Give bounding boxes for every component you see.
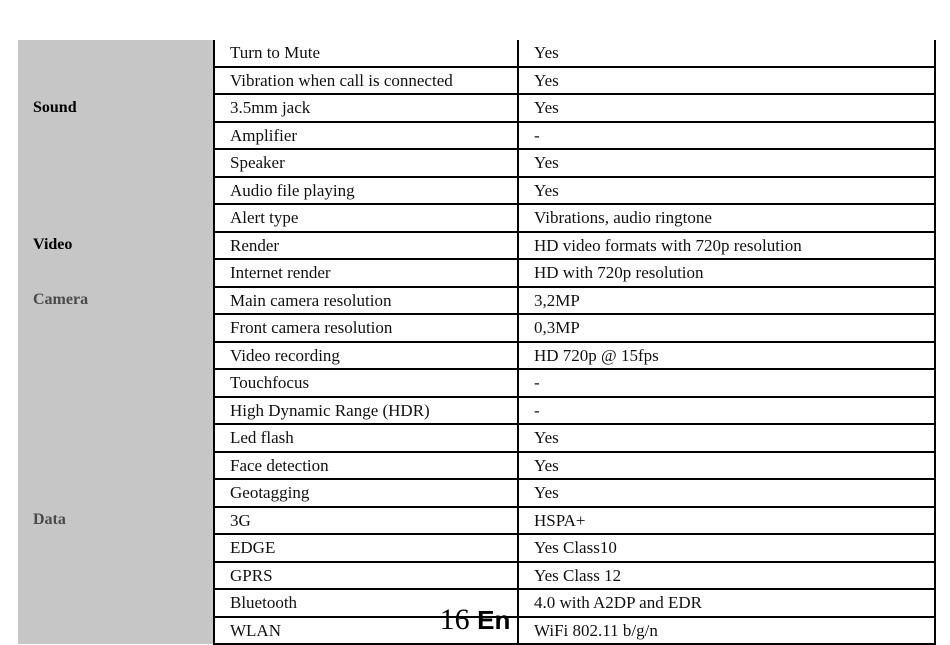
table-row <box>18 369 935 397</box>
value-cell: WiFi 802.11 b/g/n <box>518 617 935 645</box>
value-cell: 0,3MP <box>518 314 935 342</box>
language-code: En <box>477 605 511 635</box>
table-row <box>18 342 935 370</box>
feature-cell: Touchfocus <box>214 369 518 397</box>
feature-cell: Video recording <box>214 342 518 370</box>
value-cell: 3,2MP <box>518 287 935 315</box>
value-cell: HSPA+ <box>518 507 935 535</box>
category-cell <box>18 479 214 507</box>
value-cell: Yes Class 12 <box>518 562 935 590</box>
feature-cell: Speaker <box>214 149 518 177</box>
spec-table <box>18 40 936 645</box>
feature-cell: Render <box>214 232 518 260</box>
value-cell: Vibrations, audio ringtone <box>518 204 935 232</box>
category-cell-data: Data <box>18 507 214 535</box>
table-row <box>18 397 935 425</box>
value-cell: Yes <box>518 177 935 205</box>
category-cell-video: Video <box>18 232 214 260</box>
category-cell <box>18 122 214 150</box>
feature-cell: Main camera resolution <box>214 287 518 315</box>
table-row <box>18 479 935 507</box>
value-cell: - <box>518 397 935 425</box>
feature-cell: Audio file playing <box>214 177 518 205</box>
feature-cell: Amplifier <box>214 122 518 150</box>
category-cell <box>18 369 214 397</box>
page-number: 16 <box>439 603 470 636</box>
table-row <box>18 507 935 535</box>
feature-cell: GPRS <box>214 562 518 590</box>
category-cell <box>18 40 214 67</box>
value-cell: Yes <box>518 424 935 452</box>
value-cell: HD video formats with 720p resolution <box>518 232 935 260</box>
value-cell: - <box>518 122 935 150</box>
feature-cell: EDGE <box>214 534 518 562</box>
table-row <box>18 452 935 480</box>
feature-cell: Vibration when call is connected <box>214 67 518 95</box>
category-cell <box>18 424 214 452</box>
feature-cell: Alert type <box>214 204 518 232</box>
category-cell <box>18 259 214 287</box>
feature-cell: Turn to Mute <box>214 40 518 67</box>
category-cell <box>18 534 214 562</box>
category-cell-camera: Camera <box>18 287 214 315</box>
table-row <box>18 149 935 177</box>
category-cell <box>18 342 214 370</box>
feature-cell: Face detection <box>214 452 518 480</box>
table-row <box>18 534 935 562</box>
feature-cell: Bluetooth <box>214 589 518 617</box>
value-cell: Yes <box>518 149 935 177</box>
table-row <box>18 424 935 452</box>
table-row <box>18 94 935 122</box>
value-cell: Yes Class10 <box>518 534 935 562</box>
value-cell: Yes <box>518 67 935 95</box>
feature-cell: Front camera resolution <box>214 314 518 342</box>
value-cell: Yes <box>518 94 935 122</box>
category-cell-sound: Sound <box>18 94 214 122</box>
value-cell: Yes <box>518 479 935 507</box>
feature-cell: High Dynamic Range (HDR) <box>214 397 518 425</box>
table-row <box>18 562 935 590</box>
table-row <box>18 232 935 260</box>
feature-cell: 3.5mm jack <box>214 94 518 122</box>
table-row <box>18 314 935 342</box>
table-row <box>18 40 935 67</box>
table-row <box>18 204 935 232</box>
table-row <box>18 259 935 287</box>
value-cell: - <box>518 369 935 397</box>
category-cell <box>18 562 214 590</box>
table-row <box>18 287 935 315</box>
value-cell: Yes <box>518 40 935 67</box>
value-cell: Yes <box>518 452 935 480</box>
table-row <box>18 67 935 95</box>
feature-cell: WLAN <box>214 617 518 645</box>
category-cell <box>18 149 214 177</box>
category-cell <box>18 452 214 480</box>
table-row <box>18 122 935 150</box>
category-cell <box>18 204 214 232</box>
feature-cell: Internet render <box>214 259 518 287</box>
category-cell <box>18 177 214 205</box>
category-cell <box>18 397 214 425</box>
value-cell: HD 720p @ 15fps <box>518 342 935 370</box>
feature-cell: 3G <box>214 507 518 535</box>
page-footer <box>0 603 950 637</box>
category-cell <box>18 67 214 95</box>
table-row <box>18 177 935 205</box>
value-cell: HD with 720p resolution <box>518 259 935 287</box>
feature-cell: Led flash <box>214 424 518 452</box>
feature-cell: Geotagging <box>214 479 518 507</box>
value-cell: 4.0 with A2DP and EDR <box>518 589 935 617</box>
category-cell <box>18 314 214 342</box>
